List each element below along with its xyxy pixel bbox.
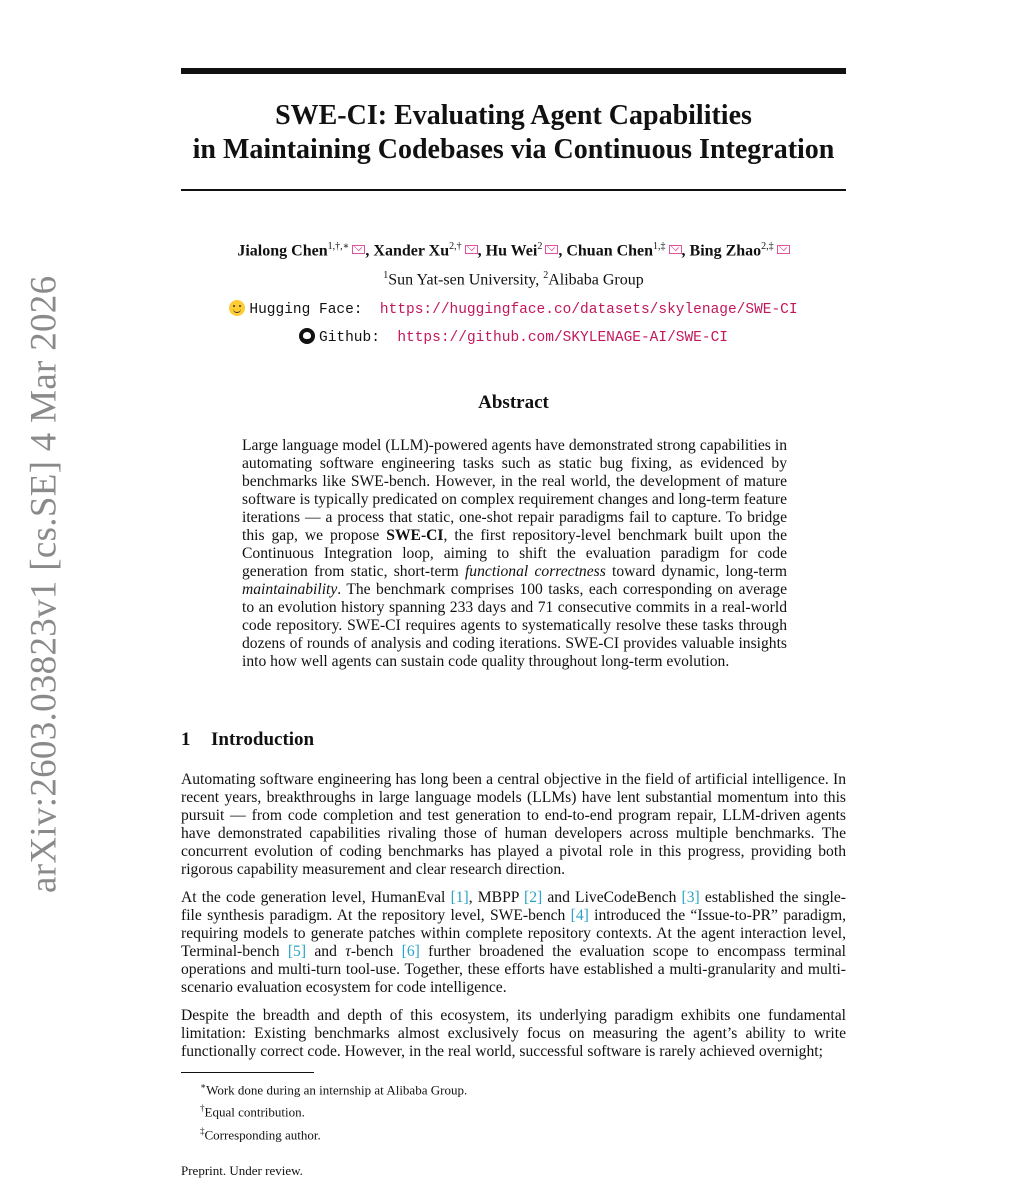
affiliation-mark: 2 — [543, 270, 549, 281]
mail-icon[interactable] — [352, 245, 365, 254]
author-name: Jialong Chen — [237, 242, 328, 260]
paper-title-line-2: in Maintaining Codebases via Continuous Integration — [192, 134, 835, 165]
paragraph-3: Despite the breadth and depth of this ecosystem, its underlying paradigm exhibits one fundamental limitation: Existing benchmarks almost exclusively focus on measuring the agent’s ability to write functionally correct code. However, in the real world, successful software is rarely achieved overnight; — [181, 1007, 846, 1060]
abstract-span: . The benchmark comprises 100 tasks, each corresponding on average to an evolution history spanning 233 days and 71 consecutive commits in a real-world code repository. SWE-CI requires agents to systematically resolve these tasks through dozens of rounds of analysis and coding iterations. SWE-CI provides valuable insights into how well agents can sustain code quality throughout long-term evolution. — [242, 581, 787, 670]
footnote-mark: † — [200, 1103, 205, 1114]
introduction-body — [181, 771, 846, 1071]
abstract-text — [242, 437, 787, 671]
footnote-text: Work done during an internship at Alibaba Group. — [206, 1082, 468, 1098]
title-bottom-rule — [181, 189, 846, 191]
paragraph-span: and LiveCodeBench — [542, 889, 682, 906]
author-list — [150, 237, 877, 261]
mail-icon[interactable] — [465, 245, 478, 254]
abstract-italic: maintainability — [242, 581, 338, 598]
paragraph-span: established the single-file synthesis paradigm. At the repository level, SWE-bench — [181, 889, 847, 924]
author-separator: , — [681, 242, 690, 260]
footnote — [200, 1077, 467, 1099]
author-marks: 2 — [537, 241, 543, 252]
affiliation-2: Alibaba Group — [548, 271, 644, 289]
github-label: Github: — [319, 330, 380, 346]
github-icon — [299, 328, 315, 344]
tau-symbol: τ — [345, 943, 351, 960]
mail-icon[interactable] — [777, 245, 790, 254]
footnote-text: Corresponding author. — [204, 1126, 321, 1142]
github-line — [150, 328, 877, 346]
paragraph-span: At the code generation level, HumanEval — [181, 889, 451, 906]
author-name: Chuan Chen — [566, 242, 654, 260]
paragraph-span: introduced the “Issue-to-PR” paradigm, requiring models to generate patches within complete repository contexts. At the agent interaction level, Terminal-bench — [181, 907, 846, 960]
paragraph-span: -bench — [350, 943, 402, 960]
author-marks: 2,† — [449, 241, 462, 252]
abstract-span: toward dynamic, long-term — [605, 563, 787, 580]
paragraph-1: Automating software engineering has long been a central objective in the field of artificial intelligence. In recent years, breakthroughs in large language models (LLMs) have lent substantial momentum into this pursuit — from code completion and test generation to end-to-end program repair, LLM-driven agents have demonstrated capabilities rivaling those of human developers across multiple benchmarks. The concurrent evolution of coding benchmarks has played a pivotal role in this progress, providing both rigorous capability measurement and clear research direction. — [181, 771, 846, 878]
hugging-face-label: Hugging Face: — [249, 302, 363, 318]
section-title: Introduction — [211, 729, 315, 750]
author-name: Hu Wei — [485, 242, 538, 260]
github-link[interactable]: https://github.com/SKYLENAGE-AI/SWE-CI — [397, 330, 728, 346]
paper-title-line-1: SWE-CI: Evaluating Agent Capabilities — [275, 100, 752, 131]
mail-icon[interactable] — [669, 245, 682, 254]
hugging-face-link[interactable]: https://huggingface.co/datasets/skylenage/SWE-CI — [379, 302, 798, 318]
footnote — [200, 1122, 467, 1144]
abstract-heading: Abstract — [478, 392, 549, 413]
hugging-face-line — [150, 300, 877, 318]
author-separator: , — [477, 242, 486, 260]
citation-link[interactable]: [5] — [287, 943, 307, 960]
arxiv-identifier-stamp: arXiv:2603.03823v1 [cs.SE] 4 Mar 2026 — [23, 275, 65, 893]
hugging-face-icon — [229, 300, 245, 316]
paragraph-2 — [181, 889, 846, 997]
footnote-text: Equal contribution. — [204, 1104, 305, 1120]
author-separator: , — [558, 242, 567, 260]
footnote — [200, 1099, 467, 1121]
author-marks: 1,‡ — [653, 241, 666, 252]
abstract-span: , the first repository-level benchmark built upon the Continuous Integration loop, aiming to shift the evaluation paradigm for code generation from static, short-term — [242, 527, 787, 580]
affiliations — [150, 266, 877, 290]
mail-icon[interactable] — [545, 245, 558, 254]
footnote-rule — [181, 1072, 314, 1073]
paragraph-span: and — [306, 943, 346, 960]
author-name: Xander Xu — [373, 242, 450, 260]
abstract-bold: SWE-CI — [386, 527, 444, 544]
citation-link[interactable]: [3] — [681, 889, 700, 906]
footnotes — [200, 1077, 467, 1144]
author-name: Bing Zhao — [689, 242, 762, 260]
affiliation-mark: 1 — [383, 270, 389, 281]
citation-link[interactable]: [1] — [450, 889, 469, 906]
title-top-rule — [181, 68, 846, 74]
citation-link[interactable]: [4] — [570, 907, 589, 924]
footnote-mark: ∗ — [200, 1081, 207, 1091]
abstract-italic: functional correctness — [464, 563, 606, 580]
author-separator: , — [365, 242, 374, 260]
abstract-span: Large language model (LLM)-powered agents have demonstrated strong capabilities in automating software engineering tasks such as static bug fixing, as evidenced by benchmarks like SWE-bench. However, in the real world, the development of mature software is typically predicated on complex requirement changes and long-term feature iterations — a process that static, one-shot repair paradigms fail to capture. To bridge this gap, we propose — [242, 437, 787, 544]
author-marks: 2,‡ — [761, 241, 774, 252]
section-heading — [181, 729, 314, 751]
paragraph-span: , MBPP — [468, 889, 525, 906]
section-number: 1 — [181, 729, 191, 750]
footnote-mark: ‡ — [200, 1125, 205, 1136]
affiliation-1: Sun Yat-sen University, — [388, 271, 544, 289]
citation-link[interactable]: [6] — [401, 943, 420, 960]
paragraph-span: further broadened the evaluation scope to encompass terminal operations and multi-turn tool-use. Together, these efforts have established a multi-granularity and multi-scenario evaluation ecosystem for code intelligence. — [181, 943, 846, 996]
author-marks: 1,†,∗ — [327, 241, 350, 252]
citation-link[interactable]: [2] — [524, 889, 543, 906]
preprint-footer: Preprint. Under review. — [181, 1163, 303, 1178]
